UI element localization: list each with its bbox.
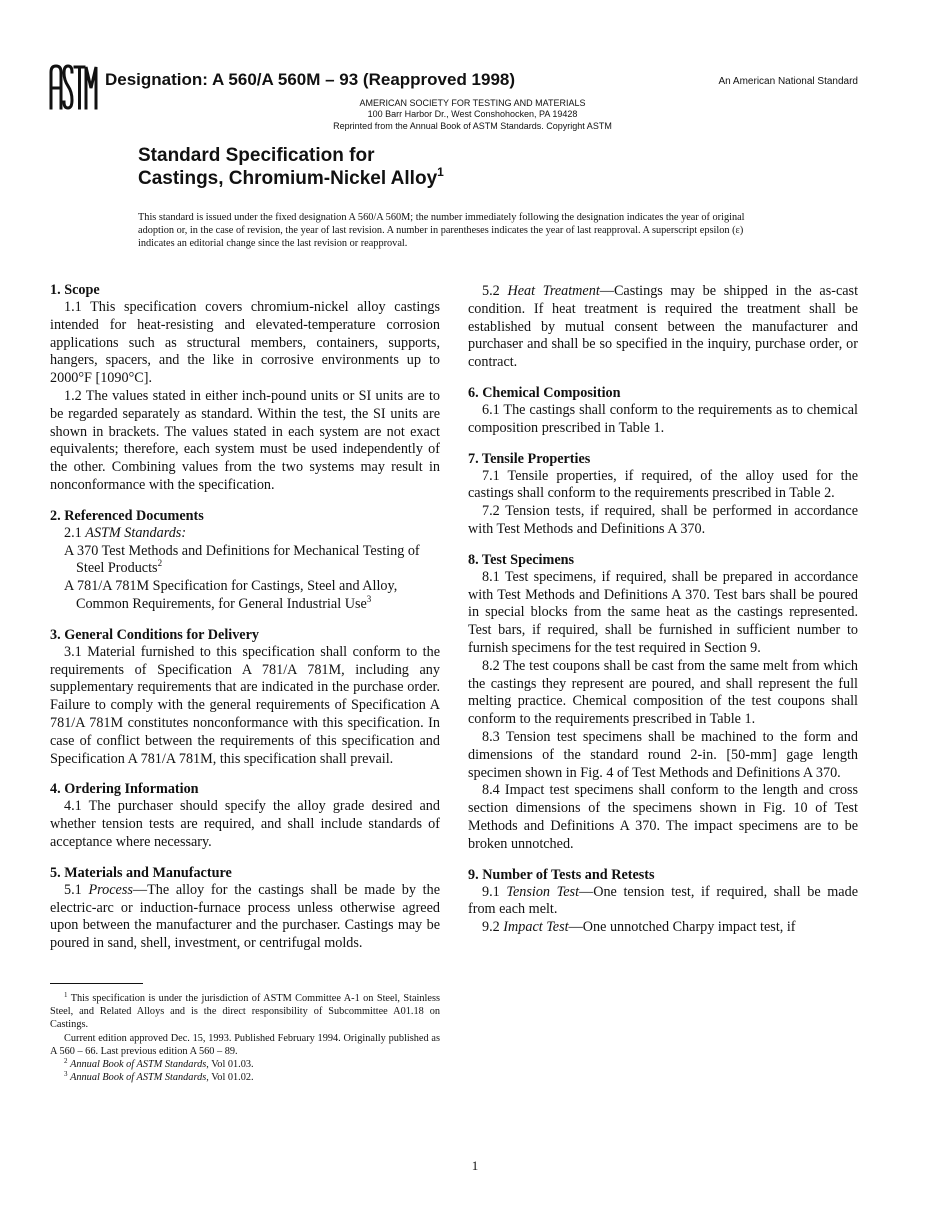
paragraph: 2.1 ASTM Standards: [64, 524, 187, 541]
reference-item: A 781/A 781M Specification for Castings, Steel and Alloy, Common Requirements, for General Industrial Use$^3$ [64, 578, 398, 612]
publisher-address: 100 Barr Harbor Dr., West Conshohocken, PA 19428 [367, 109, 578, 119]
left-column [50, 281, 440, 953]
paragraph: 7.1 Tensile properties, if required, of the alloy used for the castings shall conform to the requirements prescribed in Table 2. [468, 467, 858, 502]
paragraph: 5.2 Heat Treatment—Castings may be shipped in the as-cast condition. If heat treatment is required the treatment shall be established by mutual consent between the manufacturer and purchaser and shall be so specified in the inquiry, purchase order, or contract. [468, 283, 859, 371]
document-title [138, 144, 444, 190]
title-footnote-mark: 1 [437, 165, 444, 179]
footnote: Current edition approved Dec. 15, 1993. Published February 1994. Originally published as A 560 – 66. Last previous edition A 560 – 89. [50, 1032, 440, 1057]
section-heading: 7. Tensile Properties [468, 450, 591, 467]
issuance-notice: This standard is issued under the fixed designation A 560/A 560M; the number immediately following the designation indicates the year of original adoption or, in the case of revision, the year of last revision. A number in parentheses indicates the year of last reapproval. A superscript epsilon (ε) indicates an editorial change since the last revision or reapproval. [138, 212, 745, 249]
title-line-2: Castings, Chromium-Nickel Alloy$^1$ [138, 165, 444, 189]
publisher-name: AMERICAN SOCIETY FOR TESTING AND MATERIALS [359, 98, 586, 108]
section-heading: 8. Test Specimens [468, 551, 575, 568]
footnotes [50, 992, 440, 1084]
right-column [468, 283, 858, 937]
section-heading: 2. Referenced Documents [50, 507, 204, 524]
section-heading: 4. Ordering Information [50, 781, 199, 798]
paragraph: 5.1 Process—The alloy for the castings shall be made by the electric-arc or induction-furnace process unless otherwise agreed upon between the manufacturer and the purchaser. Castings may be poured in sand, shell, investment, or centrifugal molds. [50, 881, 440, 952]
footnote: $^3$ Annual Book of ASTM Standards, Vol 01.02. [64, 1070, 254, 1084]
section-heading: 6. Chemical Composition [468, 384, 621, 401]
reference-item: A 370 Test Methods and Definitions for Mechanical Testing of Steel Products$^2$ [64, 542, 420, 577]
paragraph: 9.1 Tension Test—One tension test, if required, shall be made from each melt. [468, 883, 858, 918]
section-heading: 1. Scope [50, 282, 100, 298]
paragraph: 1.2 The values stated in either inch-pound units or SI units are to be regarded separately as standard. Within the test, the SI units are shown in brackets. The values stated in each system are not exact equivalents; therefore, each system must be used independently of the other. Combining values from the two systems may result in nonconformance with the specification. [50, 387, 440, 493]
paragraph: 6.1 The castings shall conform to the requirements as to chemical composition prescribed in Table 1. [468, 401, 858, 436]
paragraph: 1.1 This specification covers chromium-nickel alloy castings intended for heat-resisting and elevated-temperature corrosion applications such as structural members, containers, supports, hangers, spacers, and the like in corrosive environments up to 2000°F [1090°C]. [50, 299, 440, 387]
section-heading: 3. General Conditions for Delivery [50, 626, 259, 643]
designation: Designation: A 560/A 560M – 93 (Reapproved 1998) [105, 70, 516, 89]
footnote: $^2$ Annual Book of ASTM Standards, Vol 01.03. [64, 1057, 254, 1071]
footnote: $^1$ This specification is under the jurisdiction of ASTM Committee A-1 on Steel, Stainless Steel, and Related Alloys and is the direct responsibility of Subcommittee A01.18 on Castings. [50, 991, 441, 1031]
paragraph: 7.2 Tension tests, if required, shall be performed in accordance with Test Methods and Definitions A 370. [468, 503, 858, 537]
paragraph: 9.2 Impact Test—One unnotched Charpy impact test, if [482, 919, 796, 936]
national-standard-label: An American National Standard [718, 76, 858, 87]
paragraph: 3.1 Material furnished to this specification shall conform to the requirements of Specification A 781/A 781M, including any supplementary requirements that are indicated in the purchase order. Failure to comply with the general requirements of Specification A 781/A 781M constitutes nonconformance with this specification. In case of conflict between the requirements of this specification and Specification A 781/A 781M, this specification shall prevail. [50, 643, 440, 767]
paragraph: 8.3 Tension test specimens shall be machined to the form and dimensions of the standard round 2-in. [50-mm] gage length specimen shown in Fig. 4 of Test Methods and Definitions A 370. [468, 728, 858, 781]
section-heading: 9. Number of Tests and Retests [468, 866, 655, 883]
footnote-divider [50, 983, 143, 984]
svg-text:ASTM: ASTM [48, 51, 93, 68]
reprint-notice: Reprinted from the Annual Book of ASTM Standards. Copyright ASTM [333, 121, 612, 131]
title-line-1: Standard Specification for [138, 145, 375, 166]
paragraph: 8.2 The test coupons shall be cast from the same melt from which the castings they represent are poured, and shall represent the full melting practice. Chemical composition of the test coupons shall conform to the requirements prescribed in Table 1. [468, 657, 858, 728]
paragraph: 8.4 Impact test specimens shall conform to the length and cross section dimensions of the specimens shown in Fig. 10 of Test Methods and Definitions A 370. The impact specimens are to be broken unnotched. [468, 782, 858, 852]
section-heading: 5. Materials and Manufacture [50, 864, 232, 881]
page-number: 1 [471, 1158, 479, 1173]
paragraph: 8.1 Test specimens, if required, shall be prepared in accordance with Test Methods and Definitions A 370. Test bars shall be poured in special blocks from the same heat as the castings represented. Test bars, if required, shall be furnished in sufficient number to furnish specimens for the test required in Section 9. [468, 568, 858, 656]
astm-logo [48, 51, 98, 110]
paragraph: 4.1 The purchaser should specify the alloy grade desired and whether tension tests are required, and shall include standards of acceptance where necessary. [50, 798, 440, 850]
